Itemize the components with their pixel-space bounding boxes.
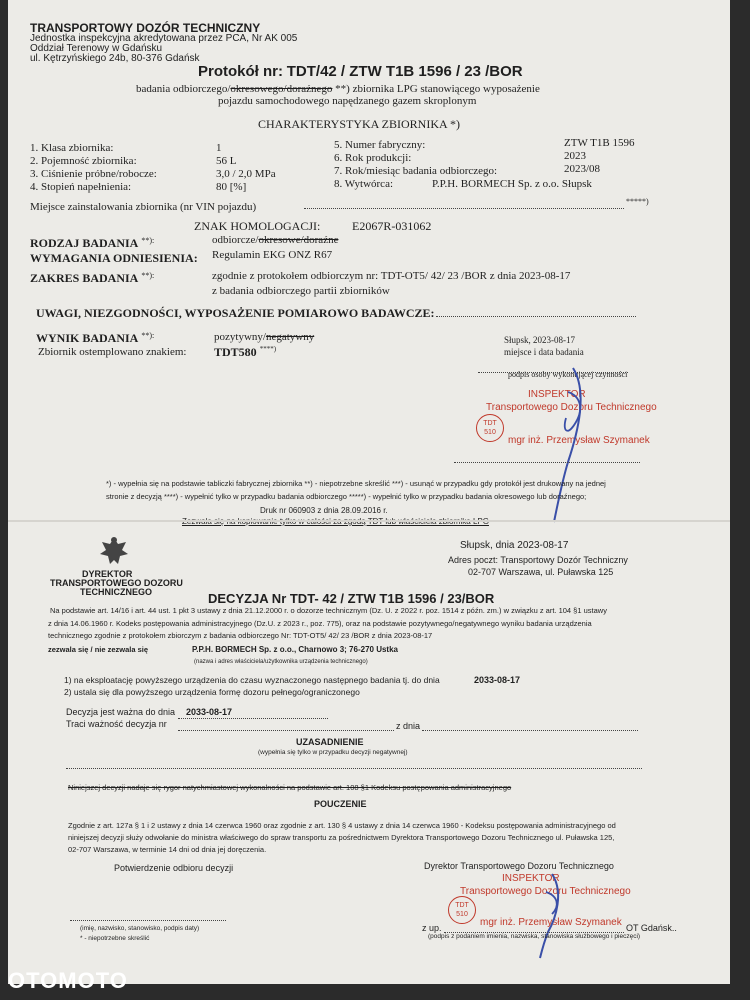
valid-until-line	[178, 718, 328, 719]
decision-paragraph-2: z dnia 14.06.1960 r. Kodeks postępowania administracyjnego (Dz.U. z 2023 r., poz. 775), oraz na podstawie pozytywnego/negatywnego wyniku badania urządzenia	[48, 619, 592, 628]
installation-location-label: Miejsce zainstalowania zbiornika (nr VIN pojazdu)	[30, 201, 257, 213]
requirements-value: Regulamin EKG ONZ R67	[212, 249, 333, 261]
char-label-2: 2. Pojemność zbiornika:	[30, 155, 137, 167]
branch-city: OT Gdańsk..	[626, 923, 677, 933]
installation-location-line	[304, 208, 624, 209]
fold-line	[8, 520, 730, 522]
stamp-mark-label: Zbiornik ostemplowano znakiem:	[38, 346, 187, 358]
remarks-label: UWAGI, NIEZGODNOŚCI, WYPOSAŻENIE POMIAROWO BADAWCZE:	[36, 306, 435, 320]
protocol-subtitle: badania odbiorczego/okresowego/doraźnego **) zbiornika LPG stanowiącego wyposażenie	[136, 83, 540, 95]
char-value-6: 2023	[564, 150, 586, 162]
form-number: Druk nr 060903 z dnia 28.09.2016 r.	[260, 506, 388, 515]
loses-validity-label: Traci ważność decyzja nr	[66, 719, 167, 729]
next-inspection-date: 2033-08-17	[474, 675, 521, 685]
protocol-subtitle-2: pojazdu samochodowego napędzanego gazem skroplonym	[218, 95, 477, 107]
inspector-stamp-org-2: Transportowego Dozoru Technicznego	[460, 886, 631, 897]
director-line-2: TRANSPORTOWEGO DOZORU	[50, 578, 183, 588]
homologation-label: ZNAK HOMOLOGACJI:	[194, 219, 321, 233]
permission-label: zezwala się / nie zezwala się	[48, 645, 149, 654]
director-signature-caption: (podpis z podaniem imienia, nazwiska, stanowiska służbowego i pieczęci)	[428, 933, 641, 940]
char-label-6: 6. Rok produkcji:	[334, 152, 412, 164]
inspection-place-caption: miejsce i data badania	[504, 347, 584, 357]
org-branch: Oddział Terenowy w Gdańsku	[30, 43, 163, 54]
char-value-3: 3,0 / 2,0 MPa	[216, 168, 276, 180]
instruction-line-1: Zgodnie z art. 127a § 1 i 2 ustawy z dnia 14 czerwca 1960 oraz zgodnie z art. 130 § 4 ustawy z dnia 14 czerwca 1960 - Kodeksu postępowania administracyjnego od	[68, 821, 616, 830]
test-result-label: WYNIK BADANIA **):	[36, 331, 155, 345]
loses-validity-date-label: z dnia	[396, 721, 421, 731]
inspector-stamp-title-2: INSPEKTOR	[502, 873, 560, 884]
test-scope-label: ZAKRES BADANIA **):	[30, 271, 155, 285]
loses-validity-date-line	[422, 730, 638, 731]
document-page	[8, 0, 730, 984]
stamp-mark-value: TDT580 ****)	[214, 345, 277, 359]
signature-caption-1: podpis osoby wykonującej czynności	[508, 370, 628, 379]
valid-until-date: 2033-08-17	[186, 707, 233, 717]
receipt-label: Potwierdzenie odbioru decyzji	[114, 863, 234, 873]
valid-until-label: Decyzja jest ważna do dnia	[66, 707, 176, 717]
instruction-line-3: 02-707 Warszawa, w terminie 14 dni od dnia jej doręczenia.	[68, 845, 267, 854]
inspector-stamp-title: INSPEKTOR	[528, 389, 586, 400]
char-value-8: P.P.H. BORMECH Sp. z o.o. Słupsk	[432, 178, 592, 190]
owner-caption: (nazwa i adres właściciela/użytkownika urządzenia technicznego)	[194, 659, 368, 665]
test-type-value: odbiorcze/okresowe/doraźne	[212, 234, 339, 246]
char-value-7: 2023/08	[564, 163, 601, 175]
char-label-7: 7. Rok/miesiąc badania odbiorczego:	[334, 165, 498, 177]
char-value-4: 80 [%]	[216, 181, 247, 193]
char-value-1: 1	[216, 142, 222, 154]
footnote-line-2: stronie z decyzją ****) - wypełnić tylko w przypadku badania odbiorczego *****) - wypełnić tylko w przypadku badania okresowego lub doraźnego;	[106, 492, 587, 501]
test-scope-value-2: z badania odbiorczego partii zbiorników	[212, 285, 390, 297]
homologation-value: E2067R-031062	[352, 219, 432, 233]
decision-paragraph-1: Na podstawie art. 14/16 i art. 44 ust. 1 pkt 3 ustawy z dnia 21.12.2000 r. o dozorze technicznym (Dz. U. z 2022 r. poz. 1514 z późn. zm.) w związku z art. 104 §1 ustawy	[50, 606, 607, 615]
loses-validity-line	[178, 730, 394, 731]
decision-title: DECYZJA Nr TDT- 42 / ZTW T1B 1596 / 23/BOR	[208, 591, 495, 606]
receipt-name-caption: (imię, nazwisko, stanowisko, podpis daty)	[80, 925, 200, 932]
strike-caption: * - niepotrzebne skreślić	[80, 935, 150, 942]
decision-item-2: 2) ustala się dla powyższego urządzenia formę dozoru pełnego/ograniczonego	[64, 687, 360, 697]
org-address: ul. Kętrzyńskiego 24b, 80-376 Gdańsk	[30, 53, 200, 64]
installation-location-footnote: *****)	[626, 197, 649, 206]
owner-name: P.P.H. BORMECH Sp. z o.o., Charnowo 3; 76-270 Ustka	[192, 645, 398, 654]
director-line-3: TECHNICZNEGO	[80, 587, 152, 597]
justification-line	[66, 768, 642, 769]
tdt-seal-2: TDT 510	[448, 896, 476, 924]
inspection-place-date: Słupsk, 2023-08-17	[504, 335, 576, 345]
postal-address-1: Adres poczt: Transportowy Dozór Techniczny	[448, 555, 628, 565]
signature-line-2	[454, 462, 640, 463]
director-line-1: DYREKTOR	[82, 569, 133, 579]
char-label-5: 5. Numer fabryczny:	[334, 139, 426, 151]
inspector-stamp-name: mgr inż. Przemysław Szymanek	[508, 435, 650, 446]
char-label-8: 8. Wytwórca:	[334, 178, 394, 190]
handwritten-signature-1	[528, 362, 598, 528]
test-scope-value-1: zgodnie z protokołem odbiorczym nr: TDT-OT5/ 42/ 23 /BOR z dnia 2023-08-17	[212, 270, 571, 282]
org-name: TRANSPORTOWY DOZÓR TECHNICZNY	[30, 21, 261, 35]
instruction-line-2: niniejszej decyzji służy odwołanie do ministra właściwego do spraw transportu za pośrednictwem Dyrektora Transportowego Dozoru Technicznego ul. Puławska 125,	[68, 833, 615, 842]
char-label-4: 4. Stopień napełnienia:	[30, 181, 132, 193]
char-value-5: ZTW T1B 1596	[564, 137, 635, 149]
org-accreditation: Jednostka inspekcyjna akredytowana przez PCA, Nr AK 005	[30, 33, 298, 44]
handwritten-signature-2	[516, 870, 576, 960]
immediate-enforcement: Niniejszej decyzji nadaje się rygor natychmiastowej wykonalności na podstawie art. 108 §1 Kodeksu postępowania administracyjnego	[68, 783, 512, 792]
postal-address-2: 02-707 Warszawa, ul. Puławska 125	[468, 567, 614, 577]
footnote-line-1: *) - wypełnia się na podstawie tabliczki fabrycznej zbiornika **) - niepotrzebne skreślić ***) - usunąć w przypadku gdy protokół jest drukowany na jednej	[106, 479, 606, 488]
eagle-emblem-icon	[96, 534, 132, 568]
protocol-title: Protokół nr: TDT/42 / ZTW T1B 1596 / 23 /BOR	[198, 63, 523, 80]
decision-paragraph-3: technicznego zgodnie z protokołem zbiorczym z badania odbiorczego Nr: TDT-OT5/ 42/ 23 /BOR z dnia 2023-08-17	[48, 631, 433, 640]
tdt-seal: TDT 510	[476, 414, 504, 442]
char-label-1: 1. Klasa zbiornika:	[30, 142, 114, 154]
otomoto-watermark: OTOMOTO	[8, 968, 128, 993]
inspector-stamp-org: Transportowego Dozoru Technicznego	[486, 402, 657, 413]
test-result-value: pozytywny/negatywny	[214, 331, 315, 343]
inspector-stamp-name-2: mgr inż. Przemysław Szymanek	[480, 917, 622, 928]
remarks-line	[436, 316, 636, 317]
decision-place-date: Słupsk, dnia 2023-08-17	[460, 540, 569, 551]
requirements-label: WYMAGANIA ODNIESIENIA:	[30, 251, 198, 265]
test-type-label: RODZAJ BADANIA **):	[30, 236, 155, 250]
char-label-3: 3. Ciśnienie próbne/robocze:	[30, 168, 157, 180]
instruction-title: POUCZENIE	[314, 799, 367, 809]
characteristics-title: CHARAKTERYSTYKA ZBIORNIKA *)	[258, 117, 461, 131]
decision-item-1: 1) na eksploatację powyższego urządzenia do czasu wyznaczonego następnego badania tj. do dnia	[64, 675, 440, 685]
receipt-line	[70, 920, 226, 921]
director-signature-label: Dyrektor Transportowego Dozoru Technicznego	[424, 861, 614, 871]
justification-caption: (wypełnia się tylko w przypadku decyzji negatywnej)	[258, 749, 408, 756]
justification-title: UZASADNIENIE	[296, 737, 364, 747]
char-value-2: 56 L	[216, 155, 237, 167]
by-authorization: z up.	[422, 923, 442, 933]
